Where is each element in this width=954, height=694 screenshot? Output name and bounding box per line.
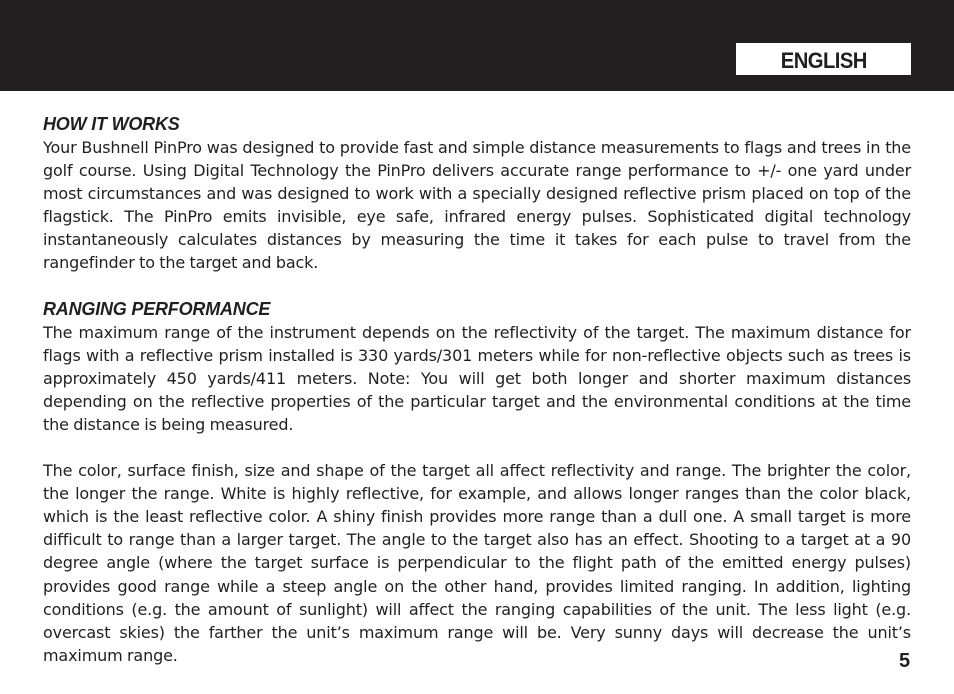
language-tab <box>736 43 911 75</box>
header-band <box>0 0 954 91</box>
page-number: 5 <box>899 650 911 672</box>
section-heading-how-it-works: HOW IT WORKS <box>43 114 180 134</box>
spacer <box>43 275 911 298</box>
paragraph-ranging-max-range: The maximum range of the instrument depends on the reflectivity of the target. The maximum distance for flags with a reflective prism installed is 330 yards/301 meters while for non-reflective objects such as trees is approximately 450 yards/411 meters. Note: You will get both longer and shorter maximum distances depending on the reflective properties of the particular target and the environmental conditions at the time the distance is being measured. <box>43 322 911 434</box>
paragraph-ranging-reflectivity: The color, surface finish, size and shape of the target all affect reflectivity and range. The brighter the color, the longer the range. White is highly reflective, for example, and allows longer ranges than the color black, which is the least reflective color. A shiny finish provides more range than a dull one. A small target is more difficult to range than a larger target. The angle to the target also has an effect. Shooting to a target at a 90 degree angle (where the target surface is perpendicular to the flight path of the emitted energy pulses) provides good range while a steep angle on the other hand, provides limited ranging. In addition, lighting conditions (e.g. the amount of sunlight) will affect the ranging capabilities of the unit. The less light (e.g. overcast skies) the farther the unit’s maximum range will be. Very sunny days will decrease the unit’s maximum range. <box>43 461 911 665</box>
section-heading-ranging-performance: RANGING PERFORMANCE <box>43 298 271 319</box>
page-content <box>43 113 911 667</box>
paragraph-how-it-works: Your Bushnell PinPro was designed to provide fast and simple distance measurements to flags and trees in the golf course. Using Digital Technology the PinPro delivers accurate range performance to +/- one yard under most circumstances and was designed to work with a specially designed reflective prism placed on top of the flagstick. The PinPro emits invisible, eye safe, infrared energy pulses. Sophisticated digital technology instantaneously calculates distances by measuring the time it takes for each pulse to travel from the rangefinder to the target and back. <box>43 138 911 273</box>
spacer <box>43 436 911 459</box>
language-label: ENGLISH <box>780 48 867 73</box>
